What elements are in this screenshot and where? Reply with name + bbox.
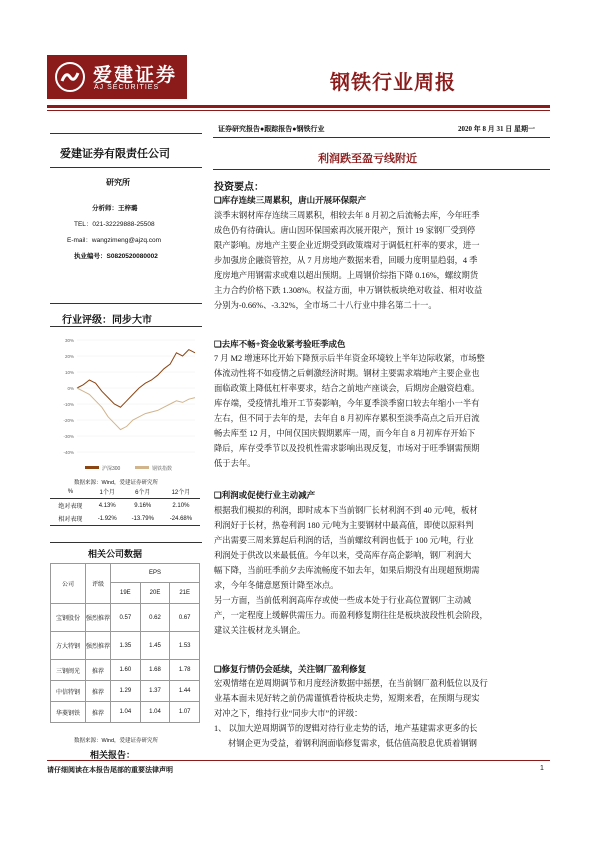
company-name: 爱建证券有限责任公司 <box>60 148 170 160</box>
table-cell: 相对表现 <box>58 517 83 523</box>
text-line: 宏观情绪在逆周期调节和月度经济数据中摇摆，在当前钢厂盈利低位以及行 <box>214 679 488 688</box>
text-line: 面临政策上降低杠杆率要求，结合之前地产座谈会，后期房企融资趋难。 <box>214 384 480 393</box>
y-tick-label: 10% <box>64 370 74 375</box>
table-header: 21E <box>170 583 200 604</box>
main-divider <box>213 169 550 170</box>
table-cell: 强烈推荐 <box>86 604 111 632</box>
table-header: 20E <box>140 583 170 604</box>
table-row <box>50 499 200 513</box>
table-cell: -1.92% <box>97 515 117 522</box>
industry-rating: 行业评级：同步大市 <box>62 315 152 326</box>
text-line: 淡季末钢材库存连续三周累积，相较去年 8 月初之后流畅去库，今年旺季 <box>214 211 480 220</box>
sidebar-divider <box>50 303 202 304</box>
table-cell: 0.62 <box>140 604 170 632</box>
text-line: 低于去年。 <box>214 459 256 468</box>
table-row <box>51 660 200 681</box>
related-companies-title: 相关公司数据 <box>88 549 143 559</box>
table-cell: 4.13% <box>98 502 116 509</box>
text-line: 利润处于供改以来最低值。今年以来，受高库存高企影响，钢厂利润大 <box>214 551 472 560</box>
company-eps-table <box>50 563 200 723</box>
table-cell: 方大特钢 <box>51 632 86 660</box>
table-cell: 华菱钢铁 <box>51 702 86 723</box>
y-tick-label: -30% <box>63 434 74 439</box>
table-cell: -24.68% <box>169 515 193 522</box>
table-cell: 1.78 <box>170 660 200 681</box>
table-header-row <box>50 485 200 499</box>
analyst-tel: TEL：021-32229888-25508 <box>74 221 155 228</box>
main-divider <box>213 137 550 138</box>
text-line: 分别为-0.66%、-3.32%，全市场二十八行业中排名第二十一。 <box>214 301 437 310</box>
table-cell: 推荐 <box>86 702 111 723</box>
table-header: 6个月 <box>135 490 151 496</box>
text-line: 产出需要三周来算起后利润的话，当前螺纹利润也低于 100 元/吨，行业 <box>214 536 474 545</box>
table-cell: 1.53 <box>170 632 200 660</box>
table-row <box>51 681 200 702</box>
text-line: 步加强房企融资管控，从 7 月房地产数据来看，回暖力度明显趋弱，4 季 <box>214 256 478 265</box>
document-title: 利润跌至盈亏线附近 <box>318 153 417 165</box>
table-cell: 中信特钢 <box>51 681 86 702</box>
table-header: 评级 <box>86 564 111 604</box>
text-line: 业基本面未见好转之前仍需谨慎看待板块走势，短期来看，在预期与现实 <box>214 694 480 703</box>
analyst-email[interactable]: E-mail：wangzimeng@ajzq.com <box>67 237 162 244</box>
table-row <box>50 512 200 526</box>
text-line: 成色仍有待确认。唐山因环保国索再次展开限产，预计 19 家钢厂受到停 <box>214 226 476 235</box>
sidebar-divider <box>50 542 202 543</box>
text-line: 7 月 M2 增速环比开始下降预示后半年资金环境较上半年边际收紧，市场整 <box>214 354 485 363</box>
chart-source: 数据来源：Wind，爱建证券研究所 <box>74 480 159 486</box>
report-title: 钢铁行业周报 <box>330 72 456 94</box>
table-cell: 1.45 <box>140 632 170 660</box>
analyst-name: 分析师：王梓璐 <box>92 205 138 212</box>
section-title-destocking: ❑去库不畅+资金收紧考验旺季成色 <box>214 339 346 349</box>
y-tick-label: 20% <box>64 354 74 359</box>
series-line-hs300 <box>77 350 195 408</box>
related-reports-title: 相关报告： <box>90 750 136 760</box>
table-cell: 1.37 <box>140 681 170 702</box>
table-header: EPS <box>111 564 200 583</box>
table-source: 数据来源：Wind，爱建证券研究所 <box>74 738 159 744</box>
text-line: 根据我们模拟的利润，即时成本下当前钢厂长材利润不到 40 元/吨，板材 <box>214 506 478 515</box>
table-header: 19E <box>111 583 141 604</box>
header-divider-thin <box>47 110 550 111</box>
series-line-steel <box>77 388 195 430</box>
table-cell: 三钢闽光 <box>51 660 86 681</box>
text-line: 畅去库至 12 月，中间仅国庆假期累库一周，而今年自 8 月初库存开始下 <box>214 429 476 438</box>
table-row <box>51 632 200 660</box>
sidebar-divider <box>50 326 202 327</box>
report-category: 证券研究报告●跟踪报告●钢铁行业 <box>218 125 325 133</box>
legend-label-hs300: 沪深300 <box>102 466 121 472</box>
table-cell: 9.16% <box>134 502 152 509</box>
text-line: 1、 以加大逆周期调节的逻辑对待行业走势的话，地产基建需求更多的长 <box>214 724 478 733</box>
table-cell: 1.44 <box>170 681 200 702</box>
table-cell: 1.04 <box>140 702 170 723</box>
y-tick-label: -40% <box>63 450 74 455</box>
table-row <box>51 702 200 723</box>
page-number: 1 <box>540 765 544 772</box>
table-cell: 1.07 <box>170 702 200 723</box>
institute-title: 研究所 <box>106 178 130 187</box>
investment-points-title: 投资要点： <box>214 182 264 193</box>
table-cell: 1.04 <box>111 702 141 723</box>
table-cell: 2.10% <box>172 502 190 509</box>
section-body-inventory <box>214 208 550 313</box>
text-line: 求，今年冬储意愿预计降至冰点。 <box>214 581 339 590</box>
text-line: 对冲之下，维持行业“同步大市”的评级： <box>214 709 363 718</box>
legend-swatch-steel <box>135 466 149 469</box>
table-cell: 宝钢股份 <box>51 604 86 632</box>
text-line: 度房地产用钢需求或难以超出预期。上周钢价综指下降 0.16%，螺纹期货 <box>214 271 479 280</box>
y-tick-label: -10% <box>63 402 74 407</box>
section-body-recovery <box>214 676 550 751</box>
text-line: 材钢企更为受益，着钢利润面临修复需求，低估值高股息优质着钢钢 <box>228 739 477 748</box>
sidebar-divider <box>50 167 202 168</box>
performance-chart-svg <box>55 332 200 477</box>
text-line: 另一方面，当前低利润高库存或使一些成本处于行业高位置钢厂主动减 <box>214 596 472 605</box>
table-cell: 推荐 <box>86 660 111 681</box>
legend-swatch-hs300 <box>85 466 99 469</box>
text-line: 限产影响。房地产主要企业近期受到政策端对于调低杠杆率的要求，进一 <box>214 241 480 250</box>
y-tick-label: 0% <box>67 386 74 391</box>
legend-label-steel: 钢铁指数 <box>152 466 173 472</box>
company-logo <box>47 55 187 99</box>
section-title-recovery: ❑修复行情仍会延续，关注钢厂盈利修复 <box>214 664 367 674</box>
section-title-profit: ❑利润或促使行业主动减产 <box>214 490 316 500</box>
table-cell: 绝对表现 <box>58 504 83 510</box>
y-tick-label: 30% <box>64 338 74 343</box>
table-header-row <box>51 564 200 583</box>
logo-emblem-icon <box>53 61 87 93</box>
text-line: 幅下降，当前旺季前夕去库流畅度不如去年，如果后期没有出现超预期需 <box>214 566 480 575</box>
text-line: 建议关注板材龙头钢企。 <box>214 626 306 635</box>
text-line: 产，一定程度上缓解供需压力。而盈利修复期往往是板块波段性机会阶段， <box>214 611 488 620</box>
table-cell: 推荐 <box>86 681 111 702</box>
table-cell: 1.35 <box>111 632 141 660</box>
logo-text-en: AJ SECURITIES <box>94 84 160 91</box>
table-cell: 0.67 <box>170 604 200 632</box>
table-cell: 强烈推荐 <box>86 632 111 660</box>
logo-text-cn: 爱建证券 <box>93 65 178 86</box>
table-header: 1个月 <box>99 490 115 496</box>
performance-chart <box>55 332 200 477</box>
table-header: % <box>67 488 74 495</box>
table-header: 12个月 <box>171 490 191 496</box>
sidebar-divider <box>50 133 202 134</box>
text-line: 库存端，受疫情扎堆开工节奏影响，今年夏季淡季窗口较去年缩小一半有 <box>214 399 480 408</box>
table-cell: 0.57 <box>111 604 141 632</box>
table-cell: -13.79% <box>131 515 154 522</box>
footer-divider <box>47 760 550 761</box>
analyst-license: 执业编号：S0820520080002 <box>74 253 158 260</box>
table-cell: 1.60 <box>111 660 141 681</box>
section-body-profit <box>214 503 550 638</box>
header-divider <box>47 105 550 108</box>
performance-table <box>50 485 200 526</box>
text-line: 体流动性将不如疫情之后刺激经济时期。钢材主要需求端地产主要企业也 <box>214 369 480 378</box>
text-line: 利润好于长材，热卷利润 180 元/吨为主要钢材中最高值，即使以原料判 <box>214 521 474 530</box>
section-title-inventory: ❑库存连续三周累积，唐山开展环保限产 <box>214 195 367 205</box>
table-cell: 1.29 <box>111 681 141 702</box>
section-body-destocking <box>214 351 550 471</box>
text-line: 主力合约价格下跌 1.308%。权益方面，申万钢铁板块绝对收益、相对收益 <box>214 286 483 295</box>
text-line: 降后，库存受季节以及投机性需求影响出现反复，市场对于旺季钢需预期 <box>214 444 480 453</box>
report-date: 2020 年 8 月 31 日 星期一 <box>458 125 535 133</box>
legal-disclaimer: 请仔细阅读在本报告尾部的重要法律声明 <box>47 767 173 774</box>
y-tick-label: -20% <box>63 418 74 423</box>
table-header: 公司 <box>51 564 86 604</box>
table-cell: 1.68 <box>140 660 170 681</box>
table-row <box>51 604 200 632</box>
text-line: 左右，但不同于去年的是，去年自 8 月初库存累积至淡季高点之后开启流 <box>214 414 480 423</box>
